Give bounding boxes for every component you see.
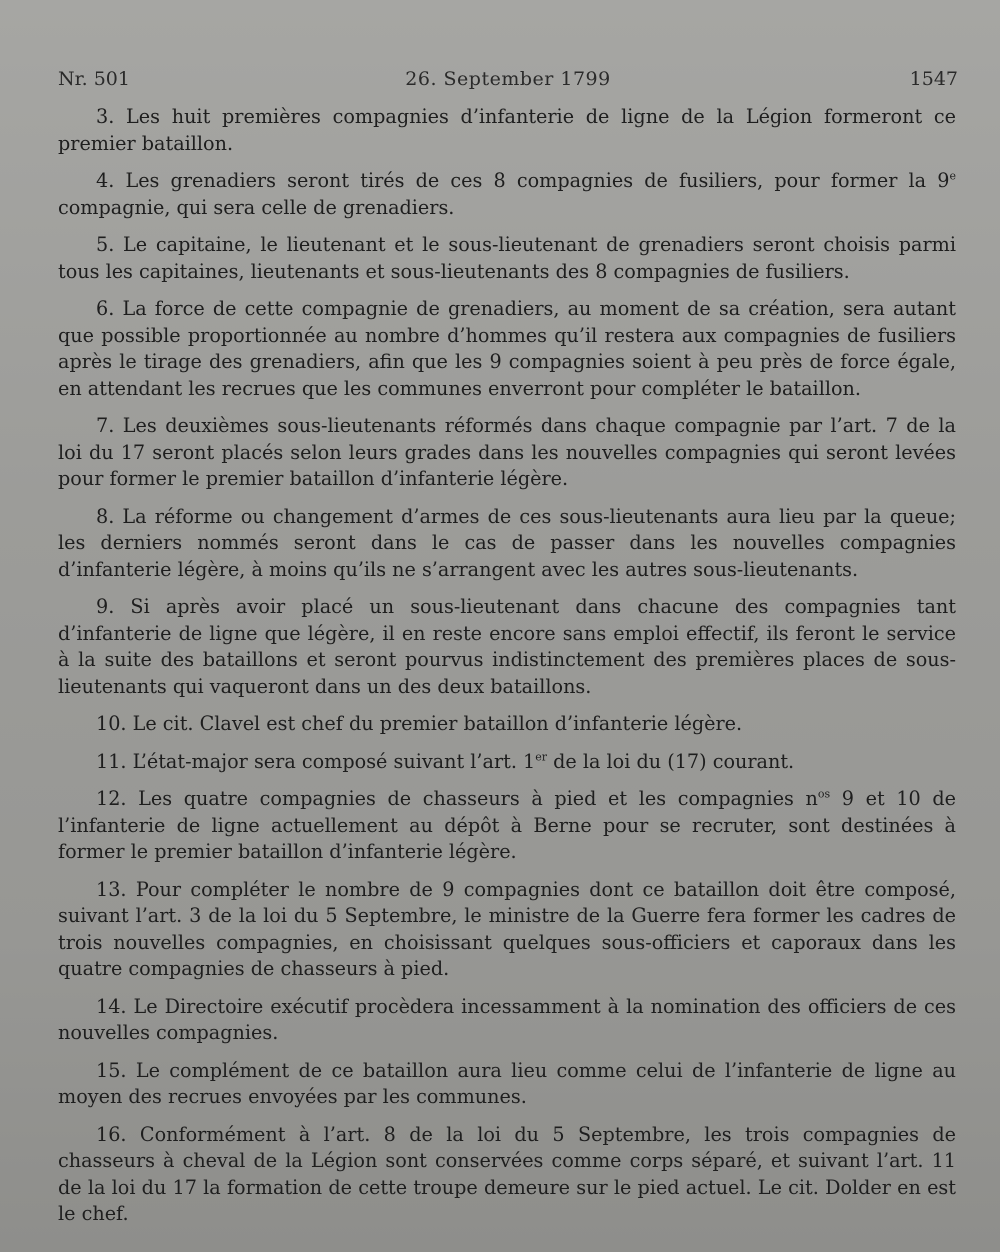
article-12: 12. Les quatre compagnies de chasseurs à pied et les compagnies $n^{os}$ 9 et 10 de l’infanterie de ligne actuellement au dépôt à Berne pour se recruter, sont destinées à former le premier bataillon d’infanterie légère. — [58, 787, 956, 863]
article-14: 14. Le Directoire exécutif procèdera incessamment à la nomination des officiers de ces nouvelles compagnies. — [58, 994, 956, 1044]
article-5: 5. Le capitaine, le lieutenant et le sous-lieutenant de grenadiers seront choisis parmi tous les capitaines, lieutenants et sous-lieutenants des 8 compagnies de fusiliers. — [58, 233, 956, 283]
page-number: 1547 — [909, 68, 958, 90]
article-9: 9. Si après avoir placé un sous-lieutenant dans chacune des compagnies tant d’infanterie de ligne que légère, il en reste encore sans emploi effectif, ils feront le service à la suite des bataillons et seront pourvus indistinctement des premières places de sous-lieutenants qui vaqueront dans un des deux bataillons. — [58, 595, 956, 698]
article-10: 10. Le cit. Clavel est chef du premier bataillon d’infanterie légère. — [96, 712, 743, 735]
article-7: 7. Les deuxièmes sous-lieutenants réformés dans chaque compagnie par l’art. 7 de la loi du 17 seront placés selon leurs grades dans les nouvelles compagnies qui seront levées pour former le premier bataillon d’infanterie légère. — [58, 414, 956, 490]
document-date: 26. September 1799 — [405, 68, 611, 90]
article-4: 4. Les grenadiers seront tirés de ces 8 compagnies de fusiliers, pour former la 9e compagnie, qui sera celle de grenadiers. — [58, 169, 956, 219]
document-body — [58, 104, 956, 1239]
document-number: Nr. 501 — [58, 68, 130, 90]
article-13: 13. Pour compléter le nombre de 9 compagnies dont ce bataillon doit être composé, suivant l’art. 3 de la loi du 5 Septembre, le ministre de la Guerre fera former les cadres de trois nouvelles compagnies, en choisissant quelques sous-officiers et caporaux dans les quatre compagnies de chasseurs à pied. — [58, 877, 956, 980]
article-3: 3. Les huit premières compagnies d’infanterie de ligne de la Légion formeront ce premier bataillon. — [58, 105, 956, 155]
article-8: 8. La réforme ou changement d’armes de ces sous-lieutenants aura lieu par la queue; les derniers nommés seront dans le cas de passer dans les nouvelles compagnies d’infanterie légère, à moins qu’ils ne s’arrangent avec les autres sous-lieutenants. — [58, 504, 956, 581]
page-header — [58, 68, 958, 96]
article-15: 15. Le complément de ce bataillon aura lieu comme celui de l’infanterie de ligne au moyen des recrues envoyées par les communes. — [58, 1058, 956, 1108]
article-16: 16. Conformément à l’art. 8 de la loi du 5 Septembre, les trois compagnies de chasseurs à cheval de la Légion sont conservées comme corps séparé, et suivant l’art. 11 de la loi du 17 la formation de cette troupe demeure sur le pied actuel. Le cit. Dolder en est le chef. — [58, 1122, 956, 1225]
article-11: 11. L’état-major sera composé suivant l’art. 1er de la loi du (17) courant. — [96, 749, 795, 773]
article-6: 6. La force de cette compagnie de grenadiers, au moment de sa création, sera autant que possible proportionnée au nombre d’hommes qu’il restera aux compagnies de fusiliers après le tirage des grenadiers, afin que les 9 compagnies soient à peu près de force égale, en attendant les recrues que les communes enverront pour compléter le bataillon. — [58, 297, 956, 400]
